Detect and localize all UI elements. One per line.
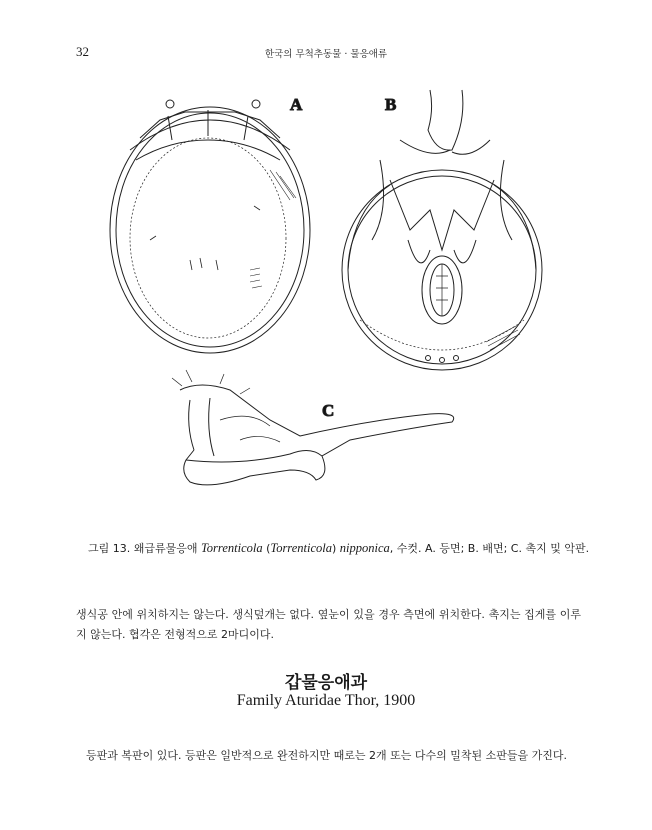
caption-subgenus-close: ) (331, 542, 340, 555)
family-heading-latin: Family Aturidae Thor, 1900 (236, 692, 416, 709)
panel-letter-c: C (322, 401, 335, 420)
caption-genus: Torrenticola (201, 541, 263, 555)
ventral-view-drawing (342, 90, 542, 370)
mite-illustration (90, 80, 570, 520)
running-header: 한국의 무척추동물 · 물응애류 (264, 49, 388, 60)
caption-subgenus: Torrenticola (270, 541, 332, 555)
page-number: 32 (76, 44, 89, 59)
caption-prefix: 그림 13. 왜급류물응애 (88, 542, 201, 555)
panel-letter-b: B (385, 95, 397, 114)
body-paragraph-2: 등판과 복판이 있다. 등판은 일반적으로 완전하지만 때로는 2개 또는 다수의 밀착된 소판들을 가진다. (86, 749, 567, 762)
caption-subgenus-open: ( (262, 542, 271, 555)
caption-species: nipponica (339, 541, 390, 555)
figure-caption (88, 540, 588, 556)
dorsal-view-drawing (110, 100, 310, 353)
figure-13 (90, 80, 570, 520)
caption-suffix: , 수컷. A. 등면; B. 배면; C. 촉지 및 악판. (389, 542, 590, 555)
panel-letter-a: A (290, 95, 303, 114)
family-heading-korean: 갑물응애과 (284, 673, 368, 693)
palp-gnathosoma-drawing (172, 370, 454, 485)
body-paragraph-1: 생식공 안에 위치하지는 않는다. 생식덮개는 없다. 옆눈이 있을 경우 측면에 위치한다. 촉지는 집게를 이루지 않는다. 협각은 전형적으로 2마디이다. (76, 608, 581, 641)
